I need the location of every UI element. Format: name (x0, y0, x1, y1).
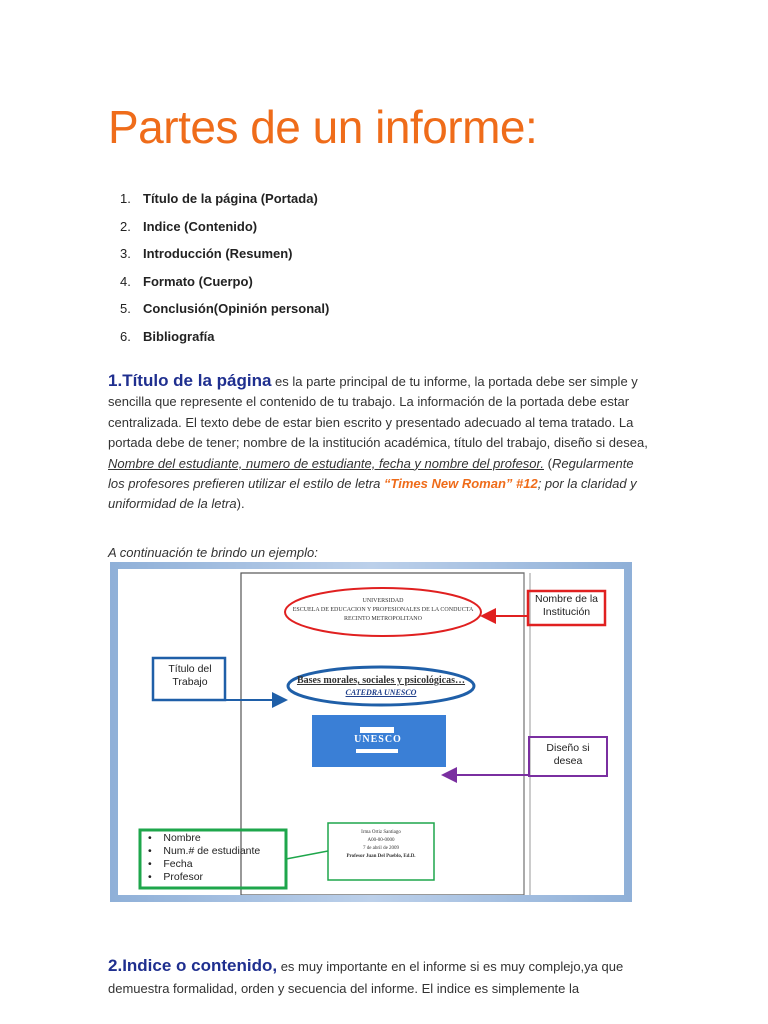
font-note-text: Regularmente los profesores prefieren utilizar el estilo de letra (108, 455, 634, 492)
section-2-heading (108, 956, 272, 975)
section-1-number: 1. (108, 371, 123, 390)
bullet-text: Profesor (163, 871, 204, 883)
list-item (120, 245, 329, 273)
student-line: A00-00-0000 (367, 838, 395, 843)
list-item (120, 300, 329, 328)
title-callout-label: Título del Trabajo (168, 663, 212, 688)
section-1-paragraph (108, 371, 653, 515)
font-note-text-end: ; por la claridad y uniformidad de la letra (108, 476, 637, 512)
list-item-number: 5. (120, 301, 131, 316)
list-item-number: 4. (120, 273, 131, 289)
list-item-label: Formato (Cuerpo) (143, 273, 253, 289)
section-1-heading (108, 371, 271, 390)
example-cover-figure (110, 562, 632, 902)
parts-list (120, 190, 329, 355)
university-line: ESCUELA DE EDUCACION Y PROFESIONALES DE LA CONDUCTA (292, 607, 474, 613)
list-item-label: Introducción (Resumen) (143, 246, 293, 261)
student-line: Irma Ortiz Santiago (361, 830, 401, 835)
bullet-item: • Fecha (148, 858, 193, 870)
list-item-number: 2. (120, 218, 131, 234)
list-item-label: Bibliografía (143, 328, 215, 344)
unesco-roof (360, 727, 394, 733)
list-item-label: Conclusión(Opinión personal) (143, 301, 330, 316)
list-item (120, 218, 329, 246)
section-2-text: es muy importante en el informe si es muy complejo,ya que demuestra formalidad, orden y secuencia del informe. El indice es simplemente la (108, 959, 624, 996)
design-callout-label: Diseño si desea (546, 742, 590, 767)
section-1-heading-text: Título de la página (122, 371, 272, 390)
university-line: UNIVERSIDAD (362, 598, 404, 604)
example-caption: A continuación te brindo un ejemplo: (108, 545, 318, 560)
unesco-base (356, 749, 398, 753)
student-line: 7 de abril de 2009 (362, 846, 400, 851)
work-title: Bases morales, sociales y psicológicas… (296, 675, 466, 686)
figure-canvas (118, 569, 624, 895)
bullet-text: Num.# de estudiante (163, 845, 261, 857)
list-item-number: 6. (120, 328, 131, 344)
section-1-text: es la parte principal de tu informe, la portada debe ser simple y sencilla que represente el contenido de tu trabajo. La información de la portada debe estar centralizada. El texto debe de estar bien escrito y presentado adecuado al tema tratado. La portada debe de tener; nombre de la institución académica, título del trabajo, diseño si desea, (108, 374, 648, 451)
list-item (120, 190, 329, 218)
section-2-comma: , (272, 956, 278, 975)
bullet-list (148, 832, 284, 884)
list-item-label: Indice (Contenido) (143, 218, 258, 234)
list-item-number: 1. (120, 191, 131, 206)
section-2-number: 2. (108, 956, 123, 975)
university-line: RECINTO METROPOLITANO (344, 616, 422, 622)
required-fields-text: Nombre del estudiante, numero de estudiante, fecha y nombre del profesor. (108, 455, 544, 471)
list-item (120, 273, 329, 301)
paren-open: ( (544, 455, 552, 471)
university-text (288, 597, 478, 624)
section-2-heading-text: Indice o contenido (122, 956, 273, 975)
list-item-number: 3. (120, 246, 131, 261)
page-title: Partes de un informe: (108, 101, 538, 153)
bullet-item: • Profesor (148, 871, 204, 883)
paren-close: ). (236, 496, 245, 512)
section-2-paragraph (108, 955, 653, 1000)
list-item-label: Título de la página (Portada) (143, 191, 318, 206)
student-line: Profesor Juan Del Pueblo, Ed.D. (346, 854, 416, 859)
bullet-text: Nombre (163, 832, 201, 844)
bullets-connector (286, 851, 328, 859)
work-title-text (288, 675, 474, 699)
institution-callout-label: Nombre de la Institución (534, 593, 599, 618)
bullet-item: • Num.# de estudiante (148, 845, 261, 857)
list-item (120, 328, 329, 356)
unesco-logo-text: UNESCO (354, 734, 402, 745)
bullet-item: • Nombre (148, 832, 201, 844)
work-subtitle: CATEDRA UNESCO (345, 688, 417, 697)
font-name: “Times New Roman” #12 (384, 476, 538, 492)
bullet-text: Fecha (163, 858, 193, 870)
student-info-text (328, 829, 434, 861)
